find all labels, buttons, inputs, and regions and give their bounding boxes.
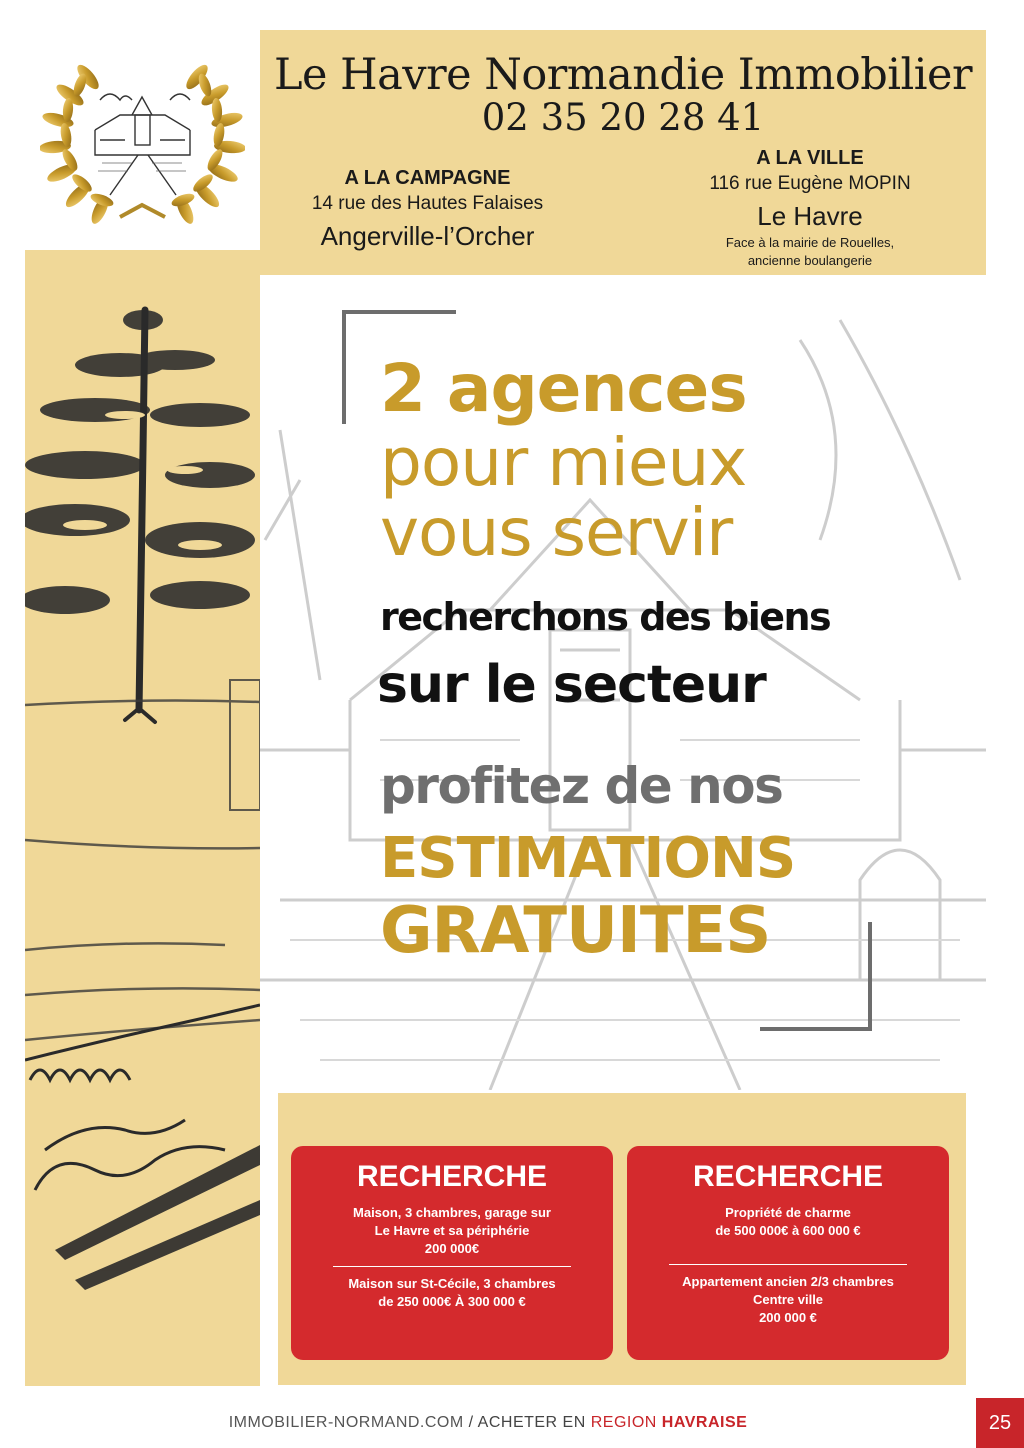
town-agency-city: Le Havre: [757, 201, 863, 231]
page-footer: [0, 1414, 976, 1432]
country-agency-address: [280, 167, 575, 252]
agency-phone[interactable]: 02 35 20 28 41: [481, 96, 765, 139]
laurel-wreath-logo-icon: [40, 55, 245, 230]
search-card-divider: [333, 1266, 571, 1267]
headline-line: vous servir: [380, 494, 733, 571]
search-card-item-line: Appartement ancien 2/3 chambres: [682, 1274, 894, 1289]
search-card-title: RECHERCHE: [692, 1160, 884, 1193]
search-card-item: [627, 1202, 949, 1240]
page-number: 25: [976, 1398, 1024, 1448]
search-section: [278, 1093, 966, 1385]
agency-name: Le Havre Normandie Immobilier: [273, 50, 973, 100]
search-card-item: [291, 1273, 613, 1311]
headline-line: pour mieux: [380, 424, 747, 501]
footer-section-text: ACHETER EN: [477, 1414, 591, 1431]
search-card: [627, 1146, 949, 1360]
search-card-item-line: de 500 000€ à 600 000 €: [715, 1223, 861, 1238]
headline-line: GRATUITES: [380, 894, 771, 968]
footer-region-text: REGION: [590, 1414, 662, 1431]
search-card-item: [291, 1202, 613, 1258]
search-card-item-line: Maison, 3 chambres, garage sur: [353, 1205, 551, 1220]
search-card-item-line: Propriété de charme: [725, 1205, 851, 1220]
town-agency-street: 116 rue Eugène MOPIN: [709, 173, 911, 194]
country-agency-city: Angerville-l’Orcher: [320, 221, 535, 251]
search-card-item-line: 200 000€: [424, 1241, 480, 1256]
town-agency-note-line: ancienne boulangerie: [747, 253, 873, 268]
search-card-item-line: Centre ville: [752, 1292, 824, 1307]
headline-line: 2 agences: [380, 350, 747, 427]
footer-separator: /: [463, 1414, 478, 1431]
country-agency-street: 14 rue des Hautes Falaises: [311, 193, 544, 214]
search-card-item-line: de 250 000€ À 300 000 €: [378, 1294, 526, 1309]
town-agency-note-line: Face à la mairie de Rouelles,: [725, 235, 895, 250]
search-card-item-line: Le Havre et sa périphérie: [374, 1223, 530, 1238]
headline-line: ESTIMATIONS: [380, 826, 796, 891]
search-card: [291, 1146, 613, 1360]
headline-line: recherchons des biens: [380, 595, 831, 639]
headline-line: sur le secteur: [377, 655, 766, 715]
town-agency-address: [660, 147, 960, 270]
sketch-side-panel: [25, 250, 260, 1386]
headline-line: profitez de nos: [380, 757, 783, 815]
footer-havraise-text: HAVRAISE: [661, 1414, 748, 1431]
town-agency-note: [660, 234, 960, 270]
agency-header: [260, 30, 986, 275]
search-card-item-line: Maison sur St-Cécile, 3 chambres: [348, 1276, 556, 1291]
search-card-title: RECHERCHE: [356, 1160, 548, 1193]
footer-site-link[interactable]: IMMOBILIER-NORMAND.COM: [228, 1414, 464, 1431]
country-agency-label: A LA CAMPAGNE: [344, 167, 511, 189]
search-card-item-line: 200 000 €: [759, 1310, 817, 1325]
search-card-divider: [669, 1264, 907, 1265]
town-agency-label: A LA VILLE: [756, 147, 864, 169]
tree-sketch-icon: [25, 250, 260, 1386]
search-card-item: [627, 1271, 949, 1327]
headline-bracket-bottom-right: [760, 922, 872, 1031]
